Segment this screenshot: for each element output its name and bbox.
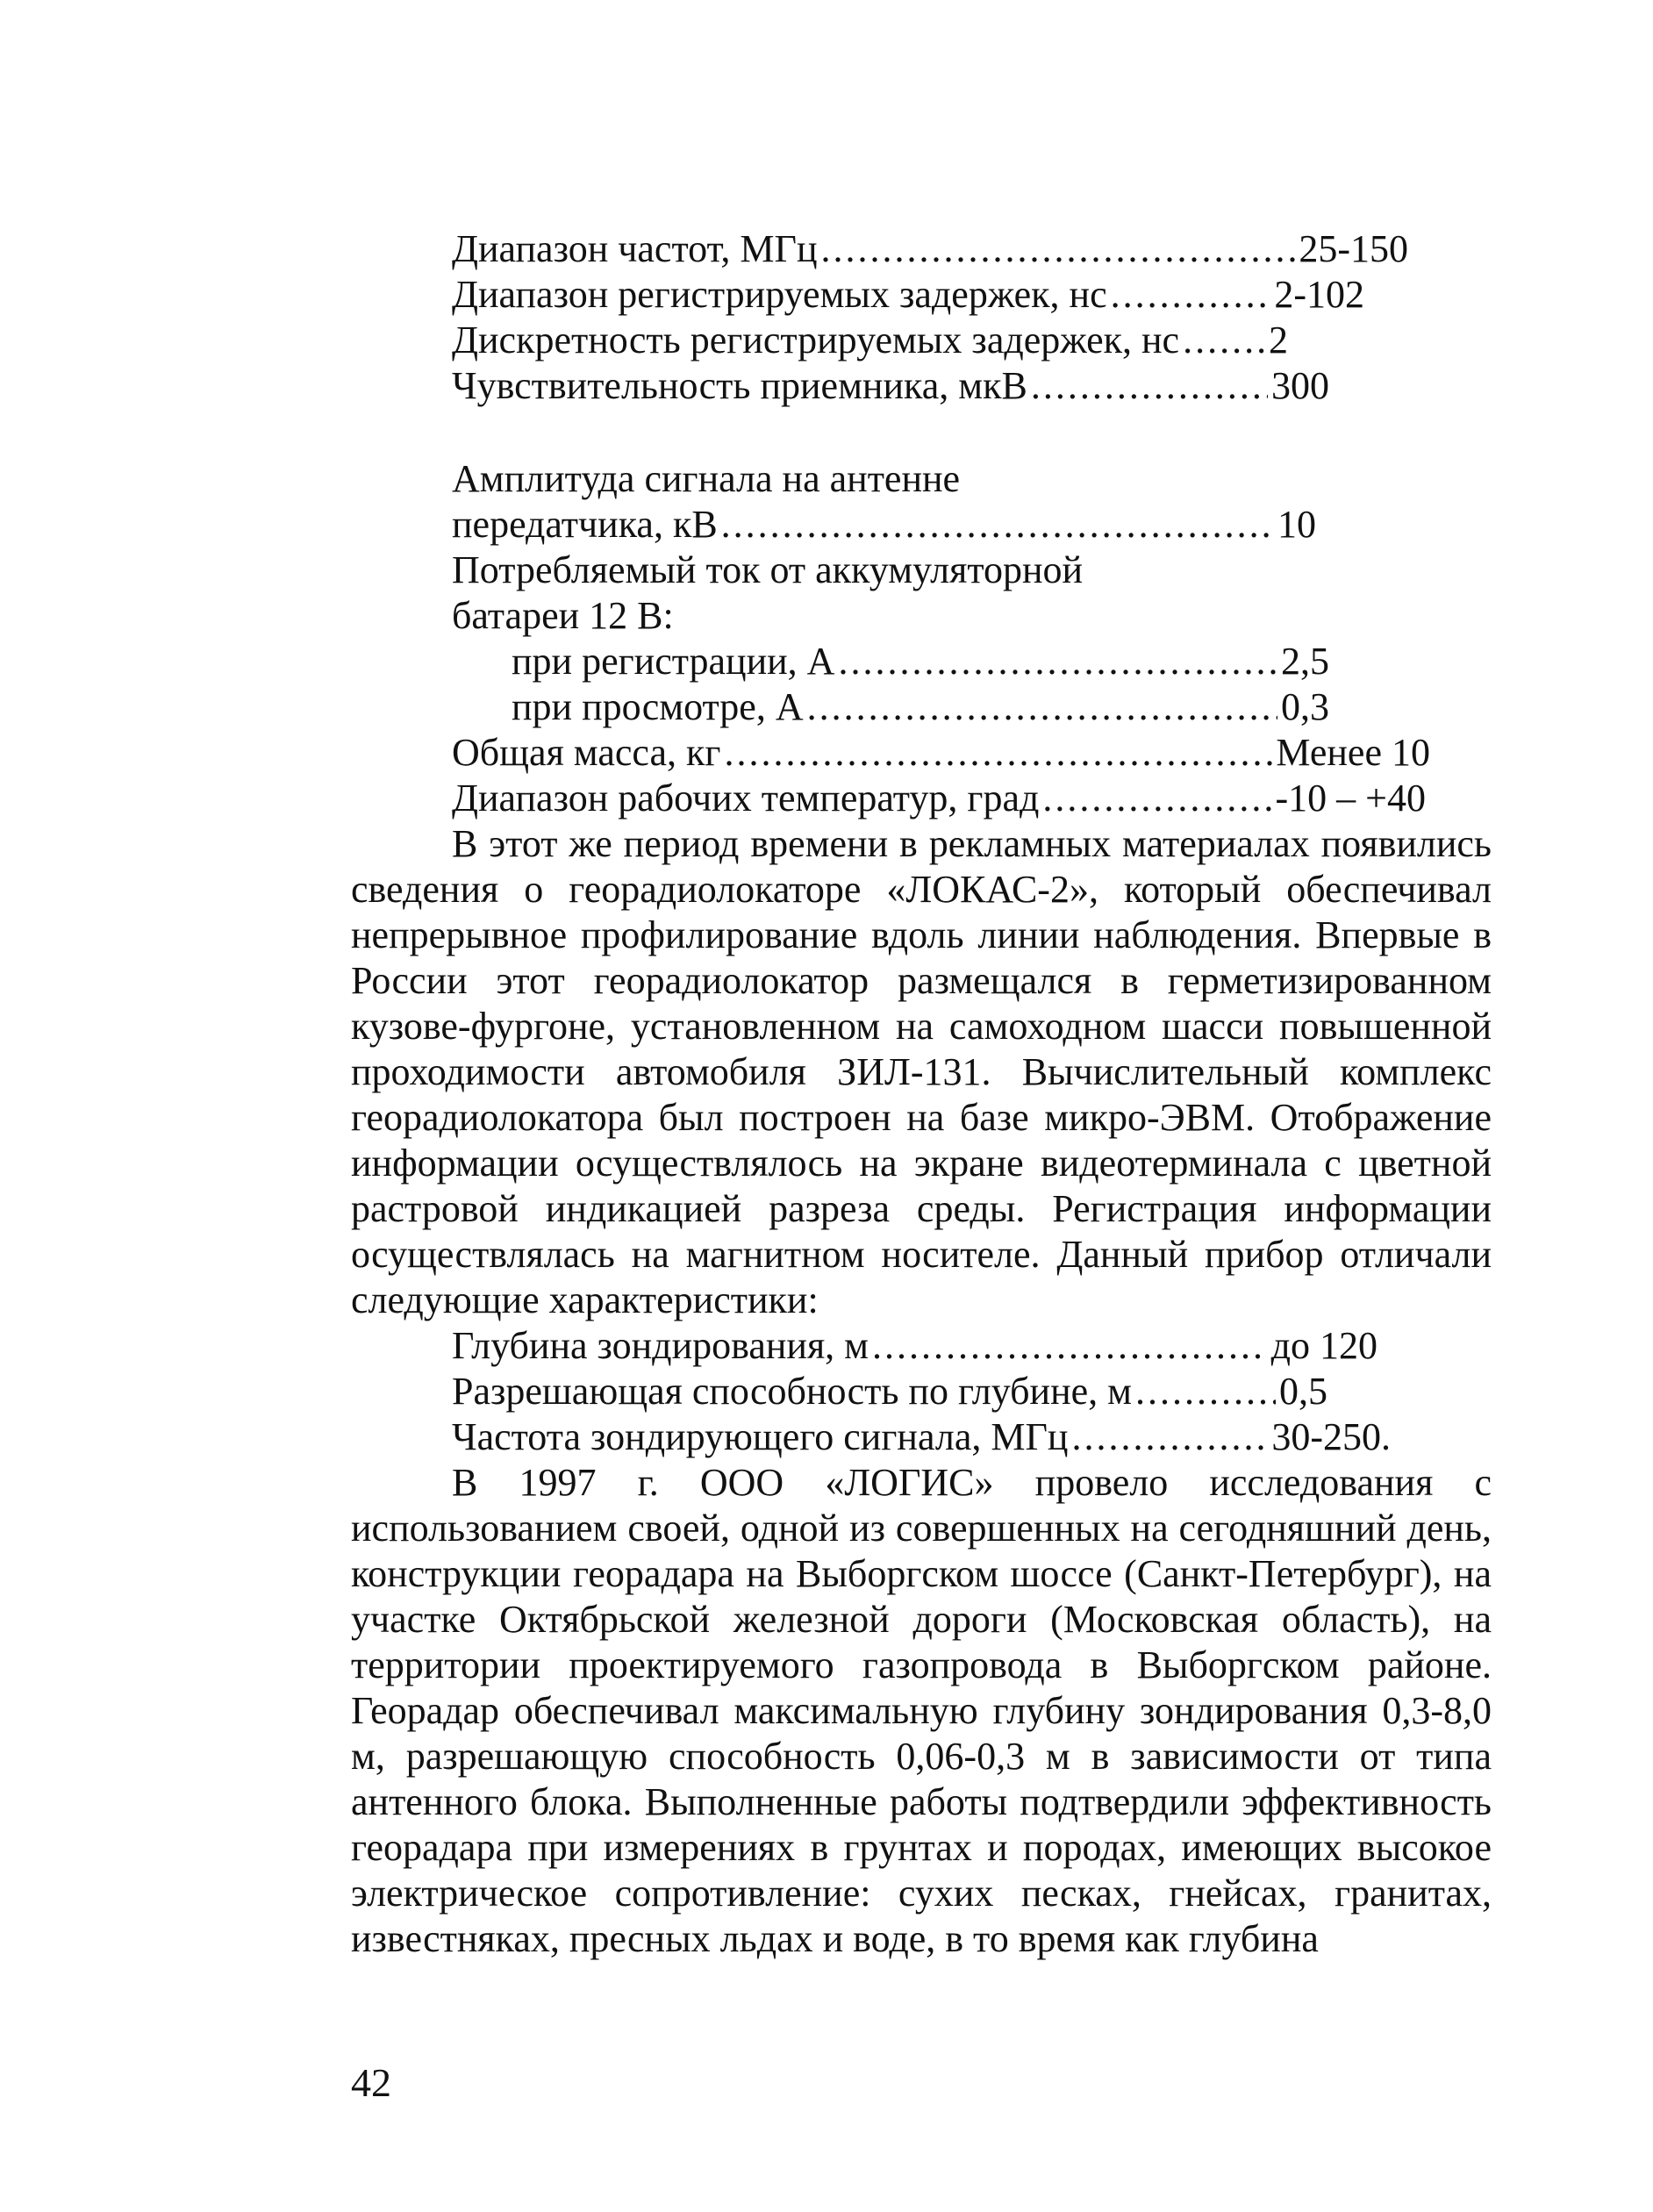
leader-dots bbox=[872, 1323, 1268, 1369]
spec-label: Диапазон рабочих температур, град bbox=[452, 777, 1040, 820]
spec-value: -10 – +40 bbox=[1275, 777, 1426, 820]
spec-depth-resolution bbox=[452, 1369, 1327, 1414]
spec-value: Менее 10 bbox=[1276, 731, 1430, 774]
leader-dots bbox=[1031, 363, 1268, 409]
spec-label: при просмотре, А bbox=[512, 685, 804, 728]
spec-value: до 120 bbox=[1270, 1324, 1378, 1367]
leader-dots bbox=[1135, 1369, 1276, 1414]
spec-label: Диапазон регистрируемых задержек, нс bbox=[452, 273, 1107, 316]
spec-value: 2,5 bbox=[1281, 640, 1329, 683]
spec-label: Глубина зондирования, м bbox=[452, 1324, 869, 1367]
spec-value: 30-250. bbox=[1271, 1415, 1391, 1458]
spec-current-viewing bbox=[512, 684, 1329, 730]
spec-temperature-range bbox=[452, 776, 1426, 821]
leader-dots bbox=[807, 684, 1277, 730]
spec-label: Диапазон частот, МГц bbox=[452, 227, 818, 270]
leader-dots bbox=[1042, 776, 1271, 821]
leader-dots bbox=[724, 730, 1272, 776]
spec-value: 0,5 bbox=[1279, 1370, 1327, 1413]
leader-dots bbox=[721, 502, 1274, 548]
leader-dots bbox=[1071, 1414, 1268, 1460]
spec-label: передатчика, кВ bbox=[452, 503, 718, 546]
spec-delay-range bbox=[452, 272, 1364, 318]
spec-label: Дискретность регистрируемых задержек, нс bbox=[452, 319, 1180, 362]
leader-dots bbox=[1111, 272, 1271, 318]
spec-amplitude bbox=[452, 502, 1316, 548]
leader-dots bbox=[838, 639, 1277, 684]
spec-frequency-range bbox=[452, 226, 1408, 272]
spec-total-mass bbox=[452, 730, 1430, 776]
page-number: 42 bbox=[351, 2060, 391, 2105]
spec-amplitude-line1: Амплитуда сигнала на антенне bbox=[452, 457, 961, 500]
spec-receiver-sensitivity bbox=[452, 363, 1329, 409]
spec-signal-frequency bbox=[452, 1414, 1391, 1460]
spec-label: Чувствительность приемника, мкВ bbox=[452, 364, 1027, 407]
spec-current-line1: Потребляемый ток от аккумуляторной bbox=[452, 548, 1084, 591]
spec-label: Общая масса, кг bbox=[452, 731, 721, 774]
body-paragraph: В 1997 г. ООО «ЛОГИС» провело исследования с использованием своей, одной из совершенных на сегодняшний день, конструкции георадара на Выборгском шоссе (Санкт-Петербург), на участке Октябрьской железной дороги (Московская область), на территории проектируемого газопровода в Выборгском районе. Георадар обеспечивал максимальную глубину зондирования 0,3-8,0 м, разрешающую способность 0,06-0,3 м в зависимости от типа антенного блока. Выполненные работы подтвердили эффективность георадара при измерениях в грунтах и породах, имеющих высокое электрическое сопротивление: сухих песках, гнейсах, гранитах, известняках, пресных льдах и воде, в то время как глубина bbox=[351, 1461, 1492, 1960]
leader-dots bbox=[1183, 318, 1265, 363]
spec-sounding-depth bbox=[452, 1323, 1378, 1369]
spec-label: при регистрации, А bbox=[512, 640, 835, 683]
spec-delay-resolution bbox=[452, 318, 1288, 363]
spec-value: 2 bbox=[1269, 319, 1288, 362]
spec-current-registration bbox=[512, 639, 1329, 684]
body-paragraph: В этот же период времени в рекламных материалах появились сведения о георадиолокаторе «ЛОКАС-2», который обеспечивал непрерывное профилирование вдоль линии наблюдения. Впервые в России этот георадиолокатор размещался в герметизированном кузове-фургоне, установленном на самоходном шасси повышенной проходимости автомобиля ЗИЛ-131. Вычислительный комплекс георадиолокатора был построен на базе микро-ЭВМ. Отображение информации осуществлялось на экране видеотерминала с цветной растровой индикацией разреза среды. Регистрация информации осуществлялась на магнитном носителе. Данный прибор отличали следующие характеристики: bbox=[351, 822, 1492, 1321]
spec-value: 25-150 bbox=[1299, 227, 1408, 270]
spec-value: 0,3 bbox=[1281, 685, 1329, 728]
spec-current-line2: батареи 12 В: bbox=[452, 594, 674, 637]
spec-label: Частота зондирующего сигнала, МГц bbox=[452, 1415, 1069, 1458]
spec-value: 300 bbox=[1271, 364, 1329, 407]
leader-dots bbox=[821, 226, 1296, 272]
spec-value: 10 bbox=[1277, 503, 1316, 546]
spec-value: 2-102 bbox=[1274, 273, 1364, 316]
spec-label: Разрешающая способность по глубине, м bbox=[452, 1370, 1132, 1413]
